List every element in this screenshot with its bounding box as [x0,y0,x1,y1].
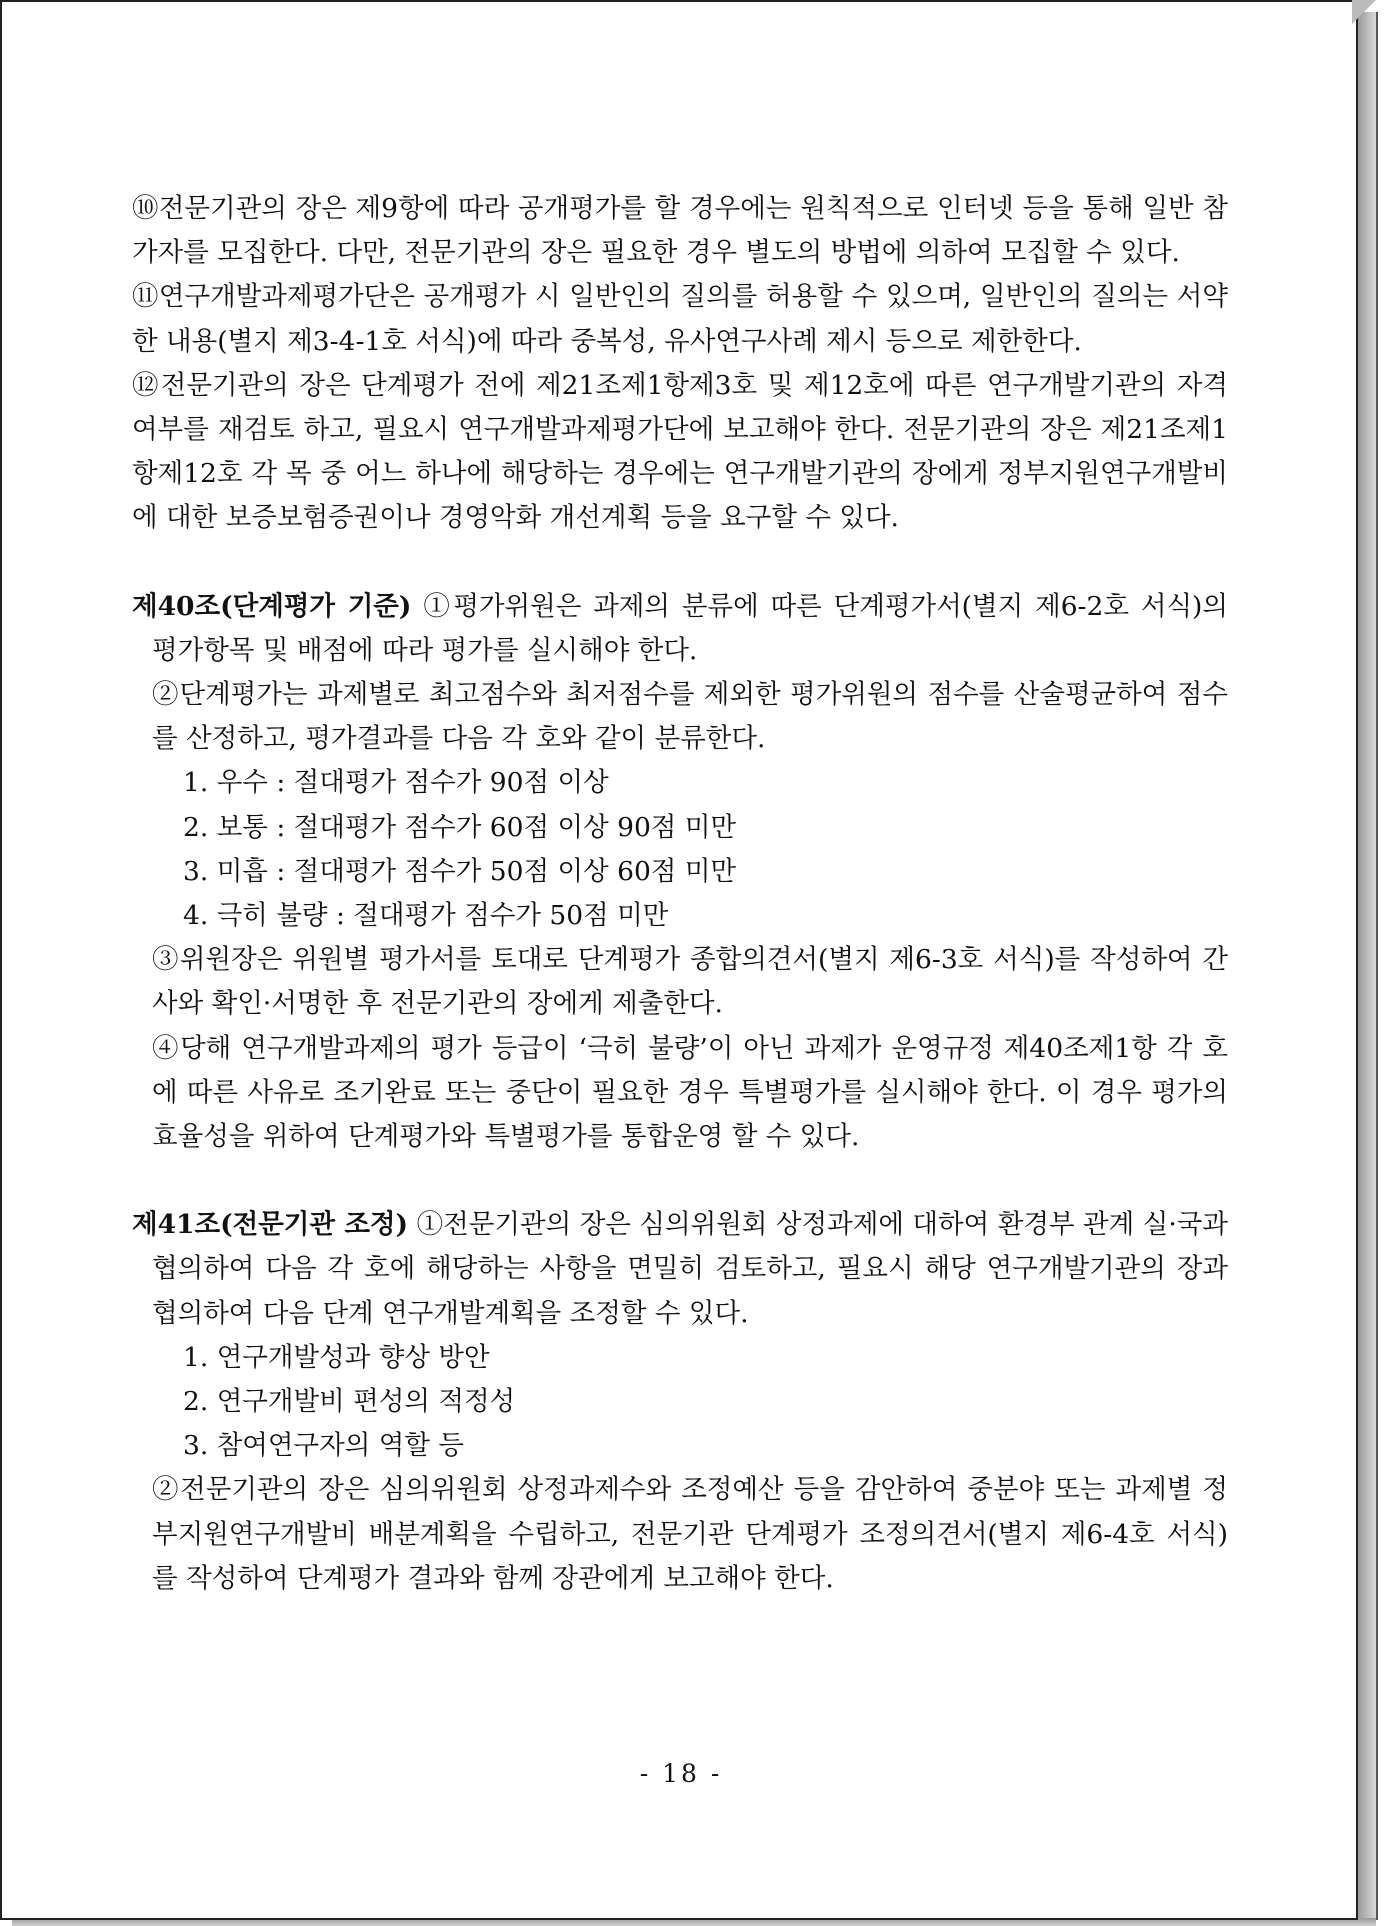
article-40-p2: ②단계평가는 과제별로 최고점수와 최저점수를 제외한 평가위원의 점수를 산술평균하여 점수를 산정하고, 평가결과를 다음 각 호와 같이 분류한다. [152,679,1228,755]
article-40-item-1: 1. 우수 : 절대평가 점수가 90점 이상 [183,767,609,799]
paragraph-10: ⑩전문기관의 장은 제9항에 따라 공개평가를 할 경우에는 원칙적으로 인터넷 등을 통해 일반 참가자를 모집한다. 다만, 전문기관의 장은 필요한 경우 별도의 방법에 의하여 모집할 수 있다. [132,193,1228,269]
article-41-item-2: 2. 연구개발비 편성의 적정성 [183,1386,516,1418]
article-41-heading: 제41조(전문기관 조정) [132,1209,409,1241]
article-40-item-4: 4. 극히 불량 : 절대평가 점수가 50점 미만 [183,900,669,932]
article-40-p3: ③위원장은 위원별 평가서를 토대로 단계평가 종합의견서(별지 제6-3호 서식)를 작성하여 간사와 확인·서명한 후 전문기관의 장에게 제출한다. [152,944,1228,1020]
article-41-item-3: 3. 참여연구자의 역할 등 [183,1430,464,1462]
article-41-p1 [132,1203,1228,1336]
article-40-heading: 제40조(단계평가 기준) [132,590,412,622]
article-40-p1-text: ①평가위원은 과제의 분류에 따른 단계평가서(별지 제6-2호 서식)의 평가항목 및 배점에 따라 평가를 실시해야 한다. [152,590,1228,666]
paragraph-12: ⑫전문기관의 장은 단계평가 전에 제21조제1항제3호 및 제12호에 따른 연구개발기관의 자격여부를 재검토 하고, 필요시 연구개발과제평가단에 보고해야 한다. 전문기관의 장은 제21조제1항제12호 각 목 중 어느 하나에 해당하는 경우에는 연구개발기관의 장에게 정부지원연구개발비에 대한 보증보험증권이나 경영악화 개선계획 등을 요구할 수 있다. [132,369,1228,534]
article-40-p4: ④당해 연구개발과제의 평가 등급이 ‘극히 불량’이 아닌 과제가 운영규정 제40조제1항 각 호에 따른 사유로 조기완료 또는 중단이 필요한 경우 특별평가를 실시해야 한다. 이 경우 평가의 효율성을 위하여 단계평가와 특별평가를 통합운영 할 수 있다. [152,1032,1228,1153]
page-number: - 18 - [639,1759,723,1788]
article-41-item-1: 1. 연구개발성과 향상 방안 [183,1341,490,1373]
article-40-item-2: 2. 보통 : 절대평가 점수가 60점 이상 90점 미만 [183,811,737,843]
page-corner-fold [1352,0,1376,24]
article-40-item-3: 3. 미흡 : 절대평가 점수가 50점 이상 60점 미만 [183,855,737,887]
article-41-p1-text: ①전문기관의 장은 심의위원회 상정과제에 대하여 환경부 관계 실·국과 협의하여 다음 각 호에 해당하는 사항을 면밀히 검토하고, 필요시 해당 연구개발기관의 장과 협의하여 다음 단계 연구개발계획을 조정할 수 있다. [152,1209,1228,1329]
article-40-p1 [132,585,1228,673]
page-edge-shadow [1358,12,1378,1920]
section-gap [132,541,1228,585]
article-41-p2: ②전문기관의 장은 심의위원회 상정과제수와 조정예산 등을 감안하여 중분야 또는 과제별 정부지원연구개발비 배분계획을 수립하고, 전문기관 단계평가 조정의견서(별지 제6-4호 서식)를 작성하여 단계평가 결과와 함께 장관에게 보고해야 한다. [152,1474,1228,1594]
section-gap [132,1159,1228,1203]
paragraph-11: ⑪연구개발과제평가단은 공개평가 시 일반인의 질의를 허용할 수 있으며, 일반인의 질의는 서약한 내용(별지 제3-4-1호 서식)에 따라 중복성, 유사연구사례 제시 등으로 제한한다. [132,281,1228,357]
page-content [132,187,1228,1601]
